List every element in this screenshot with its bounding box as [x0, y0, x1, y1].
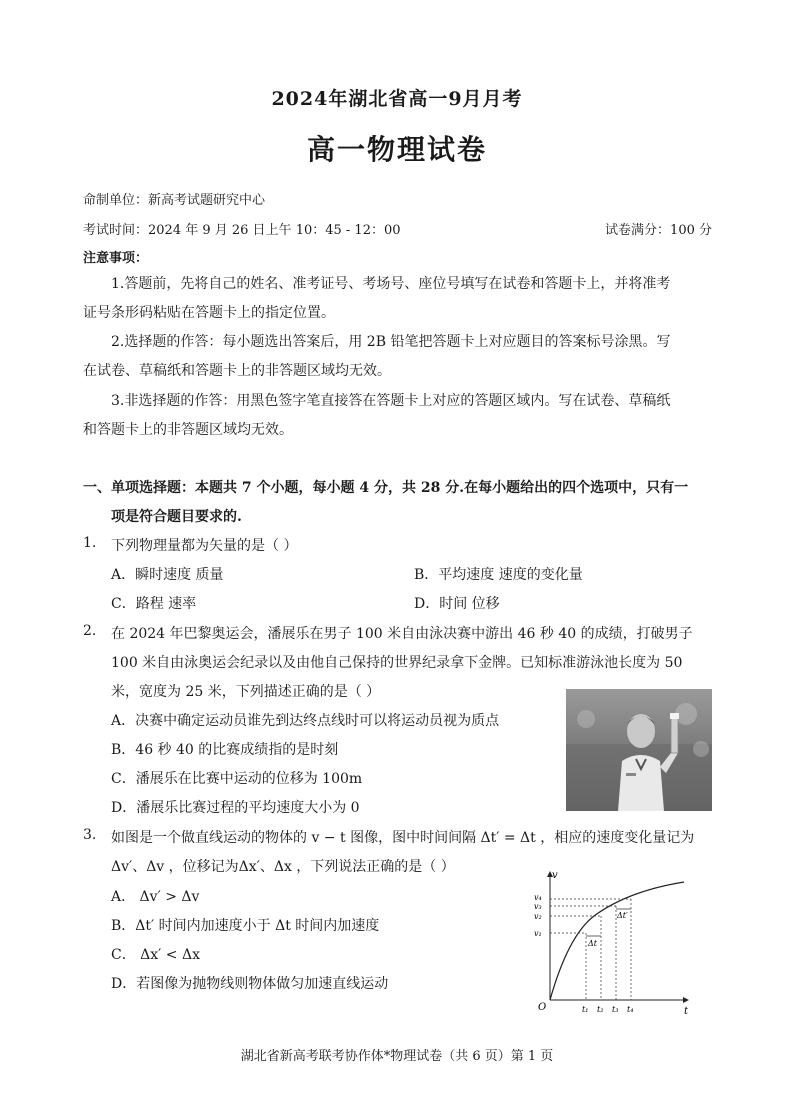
dt-label: Δt	[588, 939, 597, 948]
q2-option-d: D．潘展乐比赛过程的平均速度大小为 0	[111, 800, 360, 816]
q1-number: 1.	[83, 535, 97, 551]
q2-option-b: B．46 秒 40 的比赛成绩指的是时刻	[111, 742, 339, 758]
q3-option-c: C． Δx′ < Δx	[111, 947, 200, 963]
q3-stem-line-2: Δv′、Δv ，位移记为Δx′、Δx ，下列说法正确的是（ ）	[111, 859, 455, 875]
exam-score: 试卷满分：100 分	[605, 223, 712, 238]
q1-option-a: A．瞬时速度 质量	[111, 567, 224, 583]
q2-option-c: C．潘展乐在比赛中运动的位移为 100m	[111, 771, 363, 787]
q1-stem: 下列物理量都为矢量的是（ ）	[111, 538, 298, 554]
q3-stem-line-1: 如图是一个做直线运动的物体的 v − t 图像，图中时间间隔 Δt′ = Δt ，相应的速度变化量记为	[111, 830, 695, 846]
origin-label: O	[538, 1002, 547, 1013]
page-footer: 湖北省新高考联考协作体*物理试卷（共 6 页）第 1 页	[240, 1049, 554, 1064]
dt-prime-label: Δt′	[617, 911, 628, 920]
note-1-line-1: 1.答题前，先将自己的姓名、准考证号、考场号、座位号填写在试卷和答题卡上，并将准考	[111, 276, 671, 292]
t3-label: t₃	[612, 1005, 619, 1014]
paper-title: 高一物理试卷	[306, 133, 487, 166]
vt-curve	[550, 882, 684, 1000]
note-1-line-2: 证号条形码粘贴在答题卡上的指定位置。	[83, 305, 335, 321]
v2-label: v₂	[534, 912, 542, 921]
q3-option-b: B．Δt′ 时间内加速度小于 Δt 时间内加速度	[111, 918, 380, 934]
note-3-line-2: 和答题卡上的非答题区域均无效。	[83, 422, 293, 438]
q2-number: 2.	[83, 623, 97, 639]
q3-option-a: A． Δv′ > Δv	[111, 889, 200, 905]
notes-heading: 注意事项：	[83, 251, 149, 266]
q1-option-c: C．路程 速率	[111, 596, 197, 612]
note-3-line-1: 3.非选择题的作答：用黑色签字笔直接答在答题卡上对应的答题区域内。写在试卷、草稿纸	[111, 393, 671, 409]
note-2-line-1: 2.选择题的作答：每小题选出答案后，用 2B 铅笔把答题卡上对应题目的答案标号涂黑。写	[111, 334, 671, 350]
vt-graph	[528, 866, 694, 1016]
q2-stem-line-2: 100 米自由泳奥运会纪录以及由他自己保持的世界纪录拿下金牌。已知标准游泳池长度为 50	[111, 655, 683, 671]
section-1-heading-line-2: 项是符合题目要求的.	[111, 509, 242, 525]
athlete-photo-drawing	[566, 689, 712, 811]
t-axis-label: t	[684, 1006, 689, 1016]
t1-label: t₁	[582, 1005, 589, 1014]
note-2-line-2: 在试卷、草稿纸和答题卡上的非答题区域均无效。	[83, 363, 391, 379]
v3-label: v₃	[534, 902, 542, 911]
v-axis-label: v	[552, 870, 558, 881]
exam-title: 2024年湖北省高一9月月考	[271, 88, 523, 110]
q2-stem-line-3: 米，宽度为 25 米，下列描述正确的是（ ）	[111, 684, 381, 700]
athlete-photo	[566, 689, 712, 811]
q1-option-d: D．时间 位移	[414, 596, 500, 612]
t4-label: t₄	[627, 1005, 634, 1014]
q2-stem-line-1: 在 2024 年巴黎奥运会，潘展乐在男子 100 米自由泳决赛中游出 46 秒 40 的成绩，打破男子	[111, 626, 693, 642]
v1-label: v₁	[534, 929, 542, 938]
q2-option-a: A．决赛中确定运动员谁先到达终点线时可以将运动员视为质点	[111, 713, 500, 729]
section-1-heading-line-1: 一、单项选择题：本题共 7 个小题，每小题 4 分，共 28 分.在每小题给出的四个选项中，只有一	[83, 480, 689, 496]
q3-option-d: D．若图像为抛物线则物体做匀加速直线运动	[111, 976, 389, 992]
q1-option-b: B．平均速度 速度的变化量	[414, 567, 583, 583]
t2-label: t₂	[597, 1005, 604, 1014]
org-line: 命制单位：新高考试题研究中心	[83, 193, 266, 208]
v4-label: v₄	[534, 893, 542, 902]
exam-time: 考试时间：2024 年 9 月 26 日上午 10：45 - 12：00	[83, 223, 401, 238]
q3-number: 3.	[83, 827, 97, 843]
